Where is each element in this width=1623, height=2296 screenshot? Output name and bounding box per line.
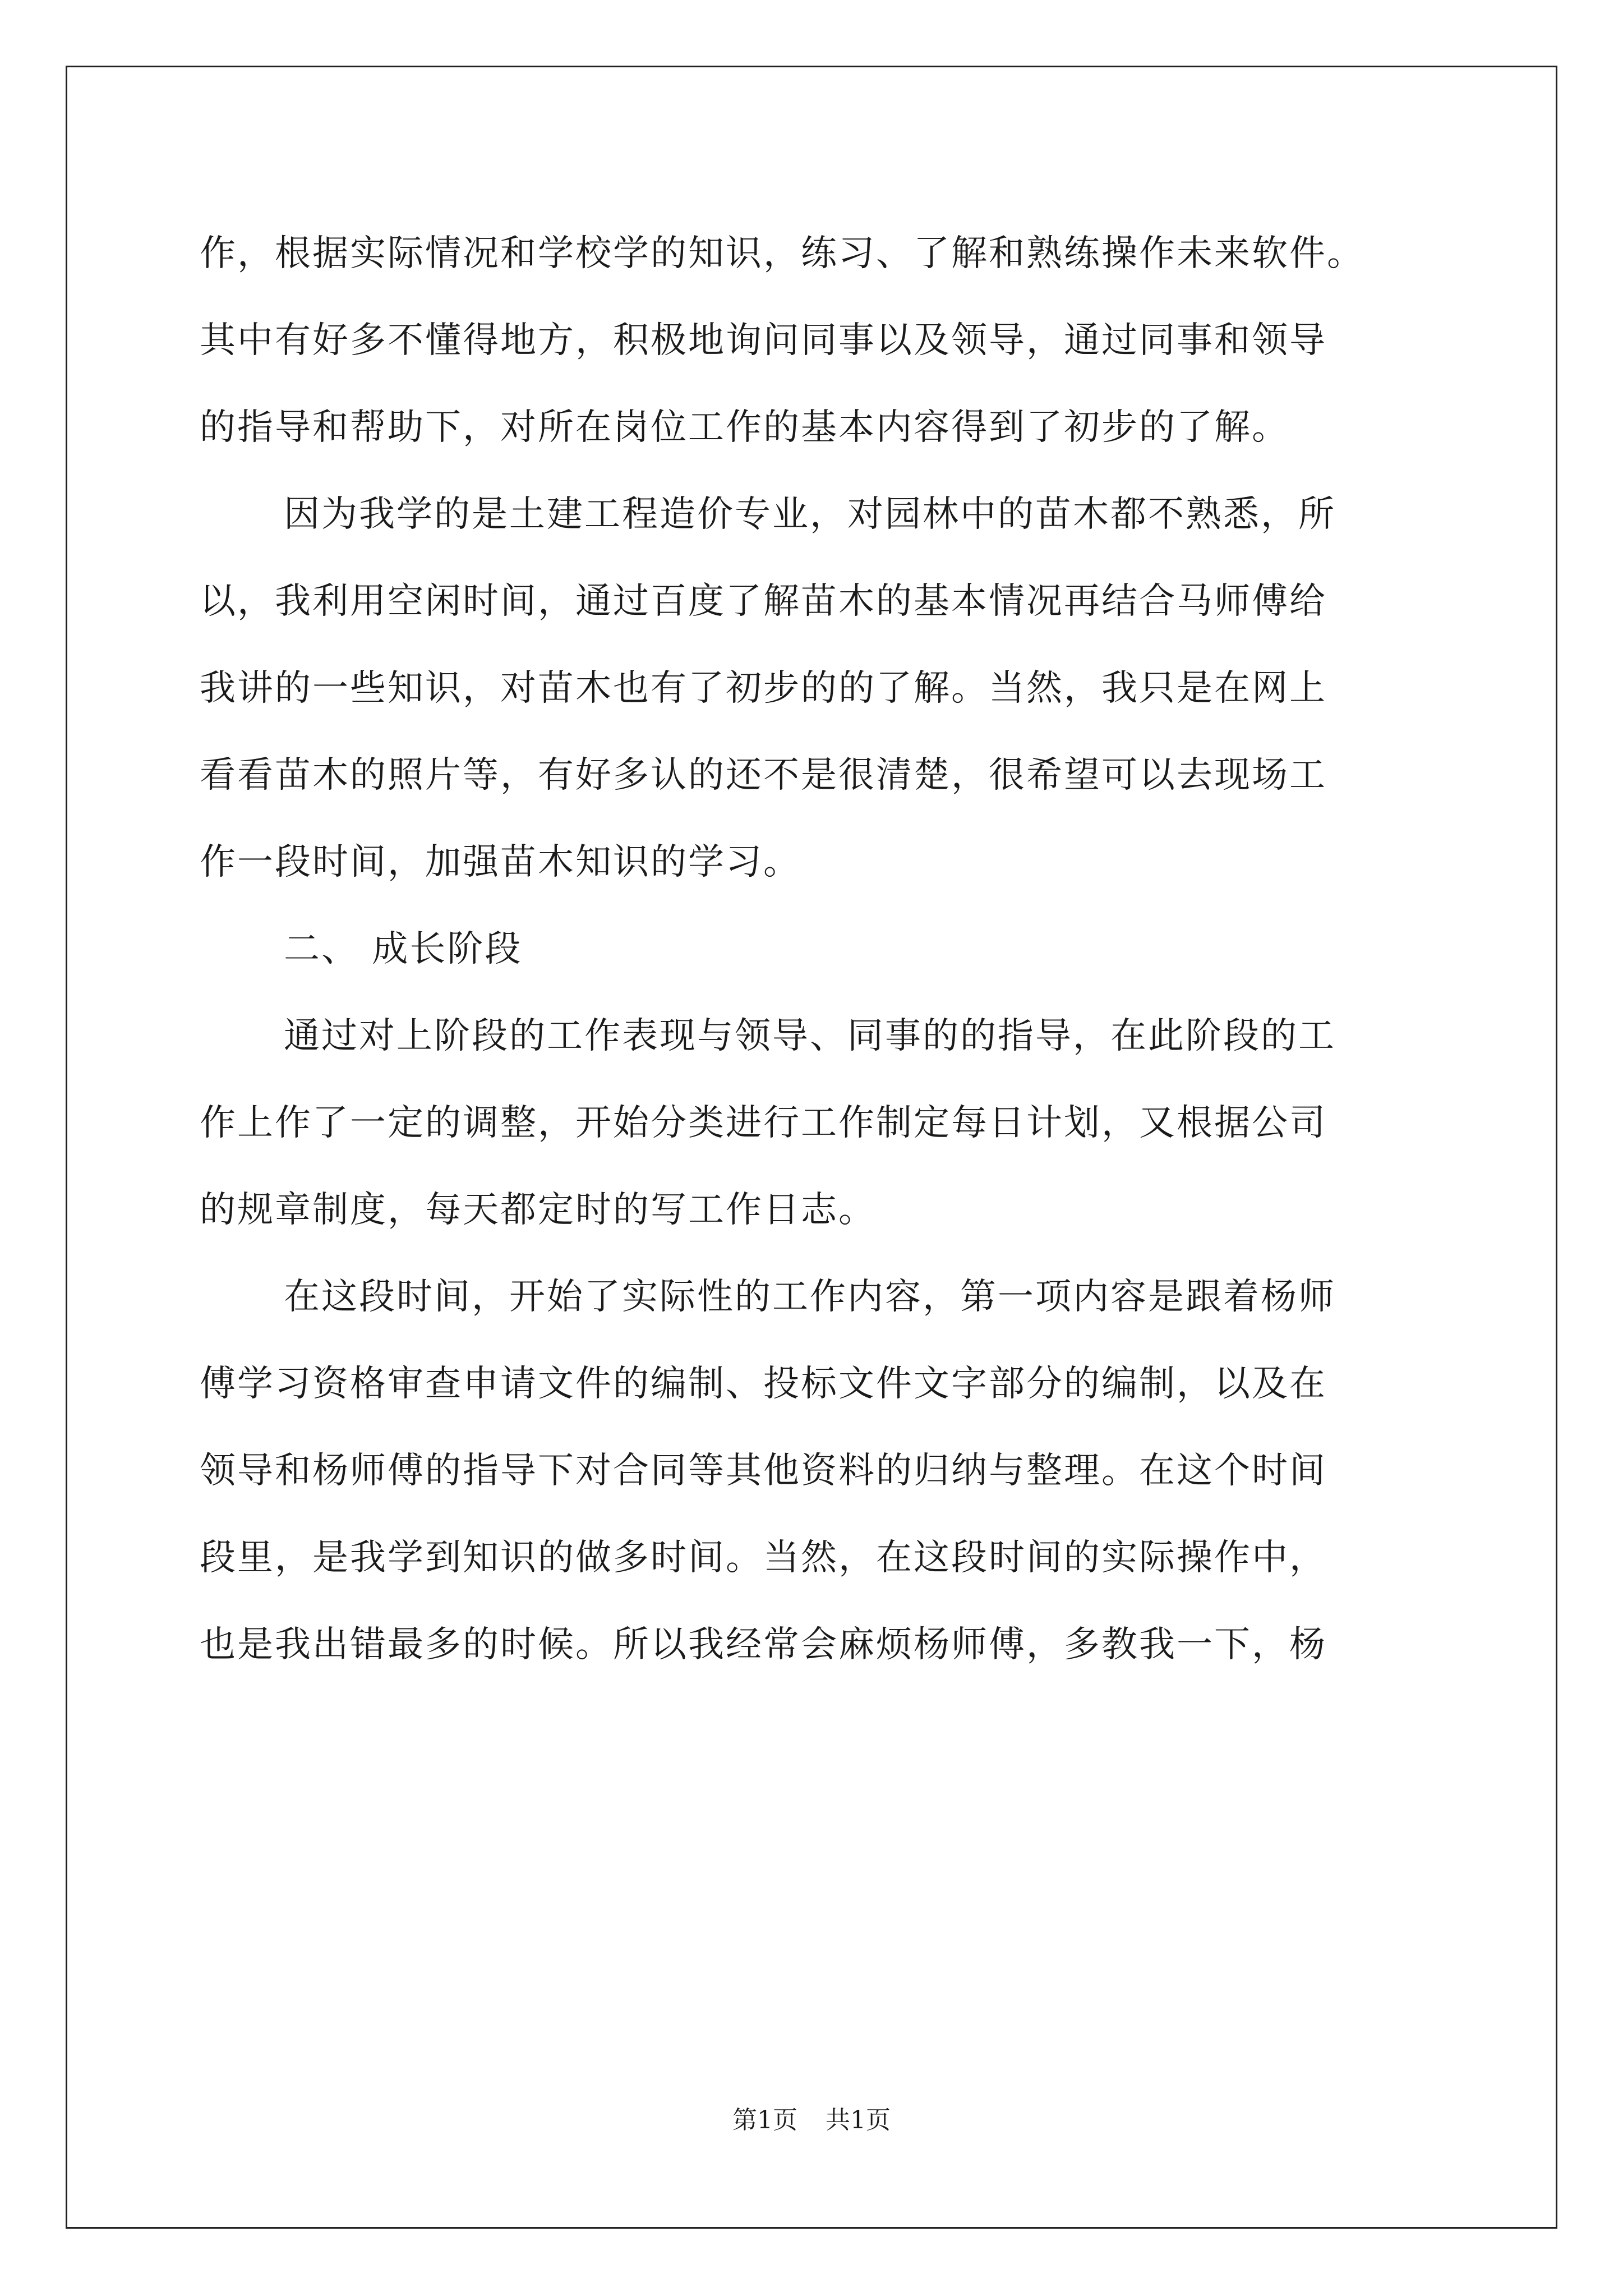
text-line-2: 其中有好多不懂得地方，积极地询问同事以及领导，通过同事和领导 (200, 320, 1327, 361)
text-line-7: 看看苗木的照片等，有好多认的还不是很清楚，很希望可以去现场工 (200, 754, 1327, 796)
page-number: 第1页 (732, 2106, 797, 2134)
text-line-16: 段里，是我学到知识的做多时间。当然，在这段时间的实际操作中， (200, 1537, 1327, 1579)
text-line-6: 我讲的一些知识，对苗木也有了初步的的了解。当然，我只是在网上 (200, 668, 1327, 709)
text-line-4: 因为我学的是土建工程造价专业，对园林中的苗木都不熟悉，所 (284, 494, 1336, 535)
text-line-3: 的指导和帮助下，对所在岗位工作的基本内容得到了初步的了解。 (200, 407, 1289, 448)
text-line-14: 傅学习资格审查申请文件的编制、投标文件文字部分的编制，以及在 (200, 1363, 1327, 1405)
text-line-5: 以，我利用空闲时间，通过百度了解苗木的基本情况再结合马师傅给 (200, 581, 1327, 622)
text-line-11: 作上作了一定的调整，开始分类进行工作制定每日计划，又根据公司 (200, 1102, 1327, 1144)
text-line-10: 通过对上阶段的工作表现与领导、同事的的指导，在此阶段的工 (284, 1015, 1336, 1057)
text-line-8: 作一段时间，加强苗木知识的学习。 (200, 841, 801, 883)
text-line-15: 领导和杨师傅的指导下对合同等其他资料的归纳与整理。在这个时间 (200, 1450, 1327, 1492)
document-body (200, 210, 1428, 1688)
text-line-17: 也是我出错最多的时候。所以我经常会麻烦杨师傅，多教我一下，杨 (200, 1624, 1327, 1665)
text-line-12: 的规章制度，每天都定时的写工作日志。 (200, 1189, 876, 1231)
text-line-1: 作，根据实际情况和学校学的知识，练习、了解和熟练操作未来软件。 (200, 233, 1364, 274)
page-footer (0, 2104, 1623, 2137)
text-line-13: 在这段时间，开始了实际性的工作内容，第一项内容是跟着杨师 (284, 1276, 1336, 1318)
section-heading: 二、 成长阶段 (284, 928, 523, 970)
page-total: 共1页 (826, 2106, 891, 2134)
